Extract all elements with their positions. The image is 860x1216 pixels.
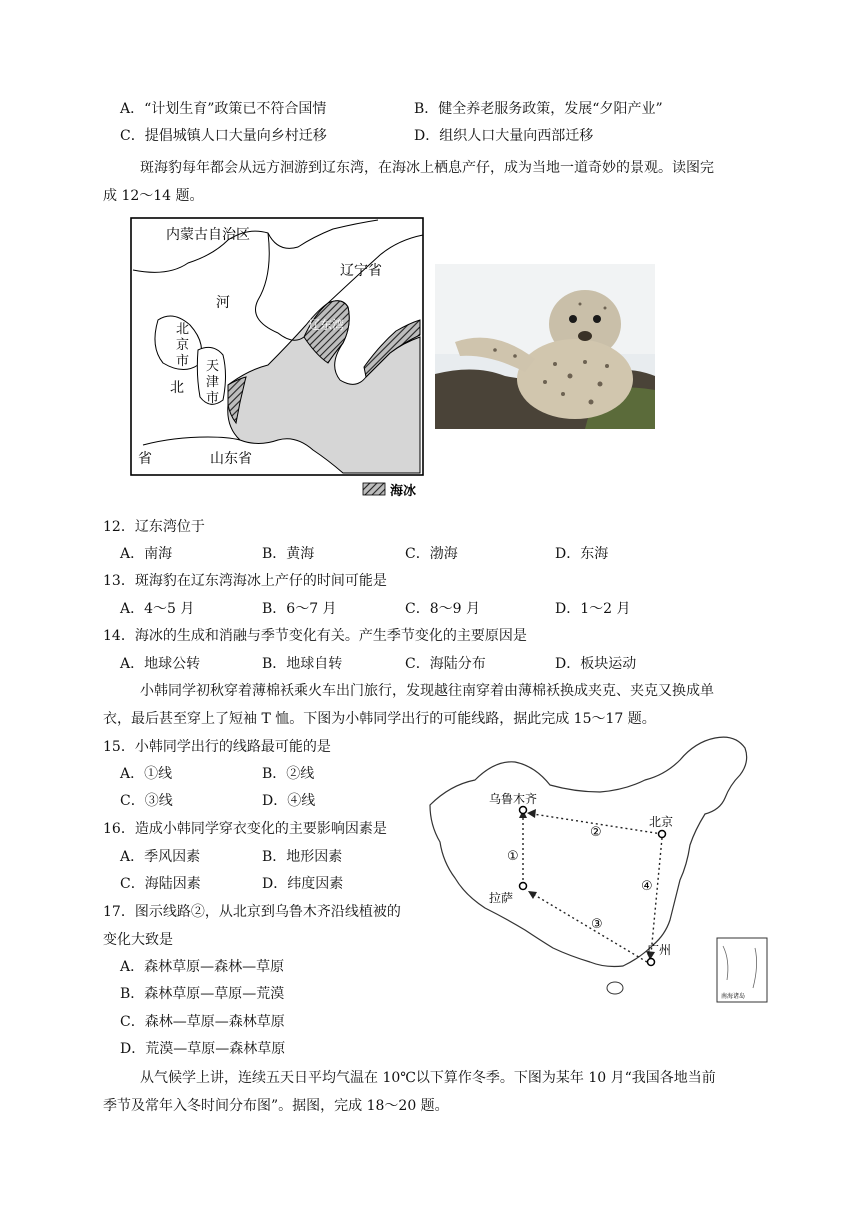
city-marker-lhasa	[520, 883, 527, 890]
route-2-label: ②	[590, 825, 602, 840]
map1-label-shandong: 山东省	[210, 451, 252, 467]
q13-option-d: D．1～2 月	[555, 601, 631, 617]
map1-label-sheng: 省	[138, 451, 152, 467]
q11-option-d: D．组织人口大量向西部迁移	[414, 128, 594, 144]
china-route-map	[425, 730, 785, 1010]
route-1-label: ①	[507, 849, 519, 864]
q13-option-c: C．8～9 月	[405, 601, 480, 617]
q17-option-b: B．森林草原—草原—荒漠	[120, 986, 285, 1002]
q16-option-c: C．海陆因素	[120, 876, 201, 892]
q14-option-a: A．地球公转	[120, 656, 201, 672]
map1-label-tianjin-2: 津	[206, 375, 220, 390]
q12-stem: 12．辽东湾位于	[103, 519, 205, 535]
intro-12-14-line2: 成 12～14 题。	[103, 188, 204, 204]
q15-option-d: D．④线	[262, 793, 316, 809]
q14-stem: 14．海冰的生成和消融与季节变化有关。产生季节变化的主要原因是	[103, 628, 527, 644]
q12-option-b: B．黄海	[262, 546, 315, 562]
q16-option-d: D．纬度因素	[262, 876, 344, 892]
intro-18-20-line2: 季节及常年入冬时间分布图”。据图，完成 18～20 题。	[103, 1098, 449, 1114]
bohai-sea-ice-map	[128, 215, 428, 505]
map1-label-liaodongwan: 辽东湾	[308, 318, 345, 332]
q14-option-b: B．地球自转	[262, 656, 343, 672]
q17-stem-line2: 变化大致是	[103, 932, 173, 948]
city-label-guangzhou: 广州	[647, 943, 672, 957]
q17-option-d: D．荒漠—草原—森林草原	[120, 1041, 286, 1057]
q11-option-c: C．提倡城镇人口大量向乡村迁移	[120, 128, 327, 144]
map1-label-beijing-3: 市	[176, 354, 190, 369]
city-label-lhasa: 拉萨	[489, 891, 514, 905]
q17-stem-line1: 17．图示线路②，从北京到乌鲁木齐沿线植被的	[103, 904, 401, 920]
intro-12-14-line1: 斑海豹每年都会从远方洄游到辽东湾，在海冰上栖息产仔，成为当地一道奇妙的景观。读图完	[140, 160, 714, 176]
q15-option-b: B．②线	[262, 766, 315, 782]
q16-option-b: B．地形因素	[262, 849, 343, 865]
q16-stem: 16．造成小韩同学穿衣变化的主要影响因素是	[103, 821, 387, 837]
q17-option-a: A．森林草原—森林—草原	[120, 959, 285, 975]
q12-option-c: C．渤海	[405, 546, 458, 562]
q15-option-a: A．①线	[120, 766, 173, 782]
q14-option-d: D．板块运动	[555, 656, 637, 672]
q13-option-a: A．4～5 月	[120, 601, 195, 617]
city-marker-guangzhou	[648, 959, 655, 966]
q13-option-b: B．6～7 月	[262, 601, 337, 617]
q15-stem: 15．小韩同学出行的线路最可能的是	[103, 739, 331, 755]
spotted-seal-photo	[435, 264, 655, 429]
route-4-label: ④	[641, 879, 653, 894]
map1-label-beijing-2: 京	[176, 338, 190, 353]
q11-option-a: A．“计划生育”政策已不符合国情	[120, 101, 327, 117]
city-label-urumqi: 乌鲁木齐	[489, 792, 538, 806]
map1-label-bei: 北	[170, 380, 184, 396]
map1-label-beijing-1: 北	[176, 322, 190, 337]
intro-15-17-line1: 小韩同学初秋穿着薄棉袄乘火车出门旅行，发现越往南穿着由薄棉袄换成夹克、夹克又换成单	[140, 683, 714, 699]
q13-stem: 13．斑海豹在辽东湾海冰上产仔的时间可能是	[103, 573, 387, 589]
map1-label-tianjin-3: 市	[206, 391, 220, 406]
q14-option-c: C．海陆分布	[405, 656, 486, 672]
map1-label-liaoning: 辽宁省	[340, 263, 382, 279]
q12-option-d: D．东海	[555, 546, 609, 562]
city-marker-beijing	[659, 831, 666, 838]
map1-label-he: 河	[216, 295, 230, 311]
map1-label-neimenggu: 内蒙古自治区	[166, 227, 250, 243]
q11-option-b: B．健全养老服务政策，发展“夕阳产业”	[414, 101, 663, 117]
map1-label-tianjin-1: 天	[206, 359, 220, 374]
q15-option-c: C．③线	[120, 793, 173, 809]
intro-18-20-line1: 从气候学上讲，连续五天日平均气温在 10℃以下算作冬季。下图为某年 10 月“我国各地当前	[140, 1070, 716, 1086]
city-marker-urumqi	[520, 807, 527, 814]
inset-label: 南海诸岛	[721, 993, 746, 1000]
legend-sea-ice-label: 海冰	[390, 484, 417, 499]
q17-option-c: C．森林—草原—森林草原	[120, 1014, 285, 1030]
q16-option-a: A．季风因素	[120, 849, 201, 865]
intro-15-17-line2: 衣，最后甚至穿上了短袖 T 恤。下图为小韩同学出行的可能线路，据此完成 15～17 题。	[103, 711, 656, 727]
city-label-beijing: 北京	[649, 815, 674, 829]
q12-option-a: A．南海	[120, 546, 173, 562]
route-3-label: ③	[591, 917, 603, 932]
legend-sea-ice-swatch	[363, 483, 385, 495]
